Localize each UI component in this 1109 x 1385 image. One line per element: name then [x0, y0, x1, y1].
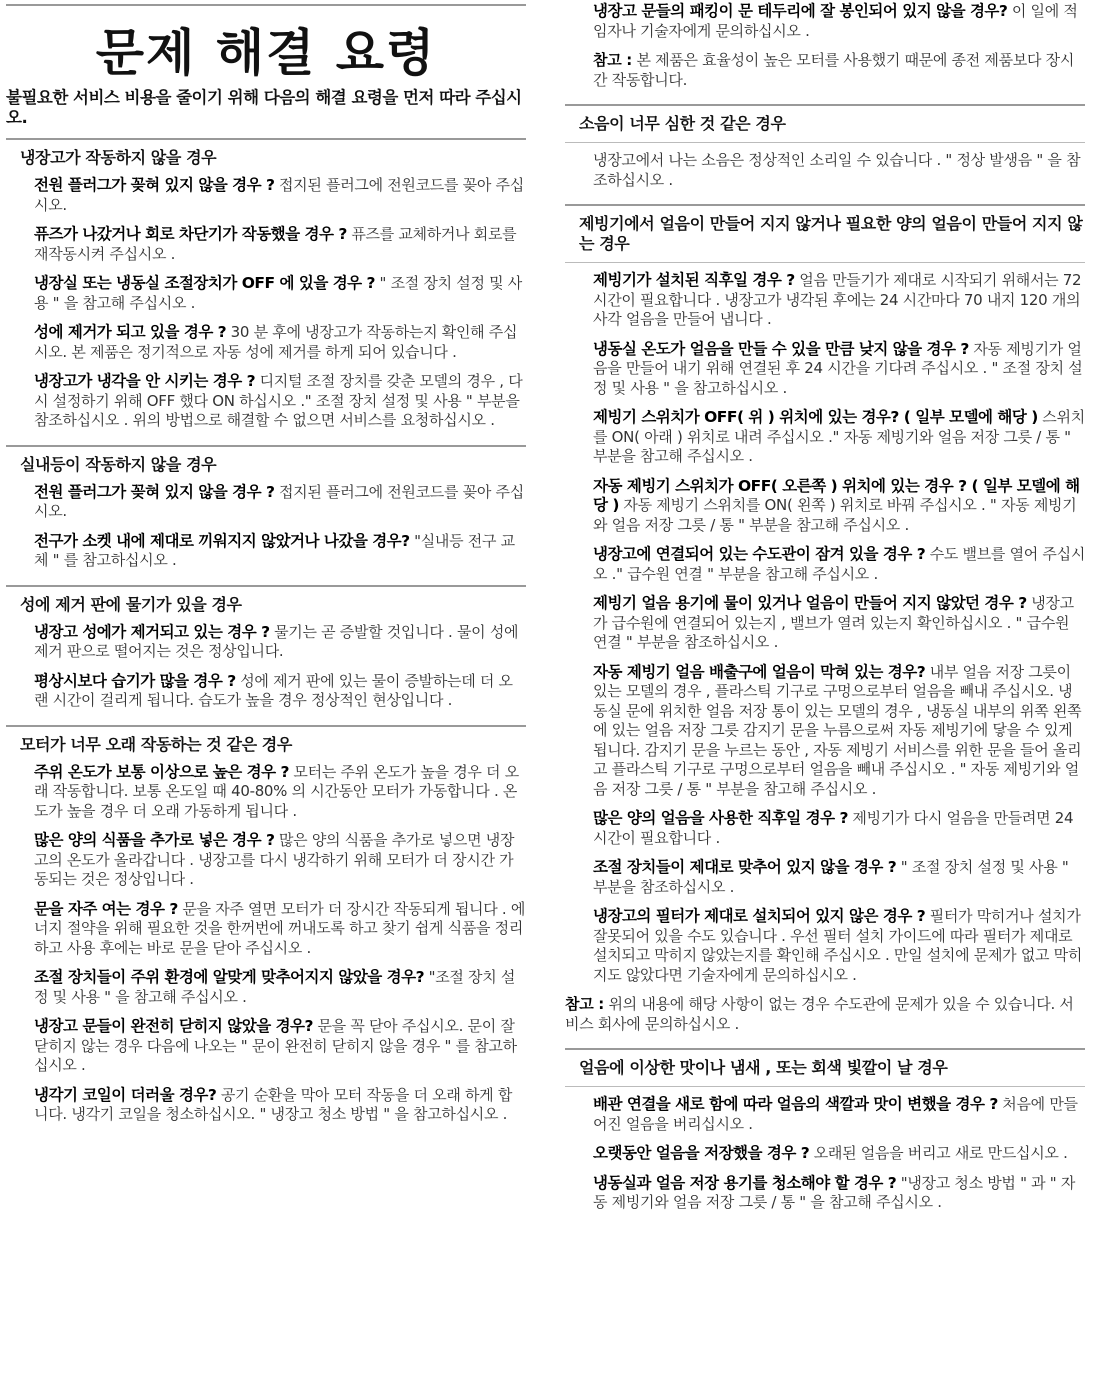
- section-ice-taste: [565, 1048, 1085, 1213]
- item-answer: 얼음 만들기가 제대로 시작되기 위해서는 72 시간이 필요합니다 . 냉장고가 냉각된 후에는 24 시간마다 70 내지 120 개의 사각 얼음을 만들어 냅니다 .: [593, 271, 1082, 328]
- item-answer: 성에 제거 판에 있는 물이 증발하는데 더 오랜 시간이 걸리게 됩니다. 습도가 높을 경우 정상적인 현상입니다 .: [34, 671, 513, 709]
- item-answer: 수도 밸브를 열어 주십시오 ." 급수원 연결 " 부분을 참고해 주십시오 .: [593, 545, 1086, 583]
- list-item: [593, 408, 1085, 467]
- list-item: [593, 1174, 1085, 1213]
- section-noise: [565, 104, 1085, 190]
- list-item: [34, 176, 526, 215]
- item-question: 냉장고 성에가 제거되고 있는 경우 ?: [34, 622, 270, 641]
- list-item: [593, 1144, 1085, 1164]
- intro-text: 불필요한 서비스 비용을 줄이기 위해 다음의 해결 요령을 먼저 따라 주십시오.: [6, 88, 522, 127]
- list-item: [34, 831, 526, 890]
- list-item: [34, 1086, 526, 1125]
- item-answer: 오래된 얼음을 버리고 새로 만드십시오 .: [809, 1144, 1068, 1162]
- item-answer: 자동 제빙기 스위치를 ON( 왼쪽 ) 위치로 바꿔 주십시오 . " 자동 제빙기와 얼음 저장 그릇 / 통 " 부분을 참고해 주십시오 .: [593, 496, 1077, 534]
- list-item: [593, 271, 1085, 330]
- item-question: 냉장고의 필터가 제대로 설치되어 있지 않은 경우 ?: [593, 907, 926, 925]
- item-answer: 이 일에 적임자나 기술자에게 문의하십시오 .: [593, 2, 1078, 40]
- list-item: [34, 763, 526, 822]
- item-question: 냉장고 문들의 패킹이 문 테두리에 잘 봉인되어 있지 않을 경우?: [593, 2, 1008, 20]
- left-column: [6, 0, 526, 1139]
- item-answer: 모터는 주위 온도가 높을 경우 더 오래 작동합니다. 보통 온도일 때 40-80% 의 시간동안 모터가 가동합니다 . 온도가 높을 경우 더 오래 가동하게 됩니다 .: [34, 762, 519, 820]
- item-answer: 디지털 조절 장치를 갖춘 모델의 경우 , 다시 설정하기 위해 OFF 했다 ON 하십시오 ." 조절 장치 설정 및 사용 " 부분을 참조하십시오 . 위의 방법으로 해결할 수 없으면 서비스를 요청하십시오 .: [34, 372, 523, 429]
- list-item: [34, 1017, 526, 1076]
- item-answer: 필터가 막히거나 설치가 잘못되어 있을 수도 있습니다 . 우선 필터 설치 가이드에 따라 필터가 제대로 설치되고 막히지 않았는지를 확인해 주십시오 . 만일 설치에 문제가 없고 막히지도 않았다면 기술자에게 문의하십시오 .: [593, 907, 1083, 984]
- divider: [565, 142, 1085, 143]
- item-question: 자동 제빙기 얼음 배출구에 얼음이 막혀 있는 경우?: [593, 662, 926, 681]
- list-item: [593, 594, 1085, 653]
- divider: [565, 262, 1085, 263]
- item-question: 퓨즈가 나갔거나 회로 차단기가 작동했을 경우 ?: [34, 225, 347, 243]
- list-item: [34, 372, 526, 431]
- section-light: [6, 445, 526, 571]
- section-icemaker: [565, 204, 1085, 1034]
- item-question: 냉각기 코일이 더러울 경우?: [34, 1085, 217, 1104]
- item-answer: 접지된 플러그에 전원코드를 꽂아 주십시오.: [34, 176, 524, 214]
- item-answer: 문을 자주 열면 모터가 더 장시간 작동되게 됩니다 . 에너지 절약을 위해 필요한 것을 한꺼번에 꺼내도록 하고 찾기 쉽게 식품을 정리하고 사용 후에는 바로 문을 닫아 주십시오 .: [34, 899, 526, 957]
- section-motor: [6, 725, 526, 1125]
- item-question: 성에 제거가 되고 있을 경우 ?: [34, 323, 227, 341]
- item-answer: "냉장고 청소 방법 " 과 " 자동 제빙기와 얼음 저장 그릇 / 통 " 을 참고해 주십시오 .: [593, 1173, 1076, 1211]
- note: [593, 51, 1085, 90]
- item-question: 배관 연결을 새로 함에 따라 얼음의 색깔과 맛이 변했을 경우 ?: [593, 1095, 998, 1113]
- item-question: 냉장실 또는 냉동실 조절장치가 OFF 에 있을 경우 ?: [34, 274, 376, 292]
- item-answer: 퓨즈를 교체하거나 회로를 재작동시켜 주십시오 .: [34, 225, 517, 263]
- item-answer: 제빙기가 다시 얼음을 만들려면 24 시간이 필요합니다 .: [593, 809, 1074, 847]
- list-item: [593, 858, 1085, 897]
- item-question: 전원 플러그가 꽂혀 있지 않을 경우 ?: [34, 482, 275, 501]
- list-item: [593, 2, 1085, 41]
- item-question: 제빙기 얼음 용기에 물이 있거나 얼음이 만들어 지지 않았던 경우 ?: [593, 594, 1027, 612]
- section-not-working: [6, 138, 526, 431]
- list-item: [593, 1095, 1085, 1134]
- list-item: [34, 323, 526, 362]
- item-answer: 많은 양의 식품을 추가로 넣으면 냉장고의 온도가 올라갑니다 . 냉장고를 다시 냉각하기 위해 모터가 더 장시간 가동되는 것은 정상입니다 .: [34, 831, 515, 888]
- section-heading: 소음이 너무 심한 것 같은 경우: [579, 114, 786, 133]
- item-question: 냉장고가 냉각을 안 시키는 경우 ?: [34, 372, 256, 390]
- item-answer: "조절 장치 설정 및 사용 " 을 참고해 주십시오 .: [34, 968, 516, 1006]
- item-answer: 공기 순환을 막아 모터 작동을 더 오래 하게 합니다. 냉각기 코일을 청소하십시오. " 냉장고 청소 방법 " 을 참고하십시오 .: [34, 1085, 513, 1123]
- item-answer: " 조절 장치 설정 및 사용 " 을 참고해 주십시오 .: [34, 274, 522, 312]
- item-answer: 문을 꼭 닫아 주십시오. 문이 잘 닫히지 않는 경우 다음에 나오는 " 문이 완전히 닫히지 않을 경우 " 를 참고하십시오 .: [34, 1017, 517, 1074]
- note: [565, 995, 1085, 1034]
- list-item: [593, 809, 1085, 848]
- list-item: [34, 225, 526, 264]
- note-label: 참고 :: [593, 51, 633, 69]
- list-item: [34, 968, 526, 1007]
- item-question: 냉동실 온도가 얼음을 만들 수 있을 만큼 낮지 않을 경우 ?: [593, 339, 969, 358]
- list-item: [34, 532, 526, 571]
- divider: [6, 4, 526, 6]
- item-question: 많은 양의 얼음을 사용한 직후일 경우 ?: [593, 809, 848, 827]
- section-heading: 성에 제거 판에 물기가 있을 경우: [20, 594, 242, 614]
- item-answer: 자동 제빙기가 얼음을 만들어 내기 위해 연결된 후 24 시간을 기다려 주십시오 . " 조절 장치 설정 및 사용 " 을 참고하십시오 .: [593, 339, 1083, 397]
- item-question: 전원 플러그가 꽂혀 있지 않을 경우 ?: [34, 176, 275, 194]
- item-question: 오랫동안 얼음을 저장했을 경우 ?: [593, 1144, 810, 1162]
- list-item: [593, 545, 1085, 584]
- item-answer: 내부 얼음 저장 그릇이 있는 모델의 경우 , 플라스틱 기구로 구멍으로부터 얼음을 빼내 주십시오. 냉동실 문에 위치한 얼음 저장 통이 있는 모델의 경우 , 냉동실 내부의 위쪽 왼쪽에 있는 얼음 저장 그릇 감지기 문을 누름으로써 자동 제빙기에 닿을 수 있게 됩니다. 감지기 문을 누르는 동안 , 자동 제빙기 서비스를 위한 문을 들어 올리고 플라스틱 기구로 구멍으로부터 얼음을 빼내 주십시오 . " 자동 제빙기와 얼음 저장 그릇 / 통 " 부분을 참고해 주십시오 .: [593, 662, 1082, 798]
- item-answer: "실내등 전구 교체 " 를 참고하십시오 .: [34, 531, 515, 569]
- item-question: 주위 온도가 보통 이상으로 높은 경우 ?: [34, 762, 289, 781]
- list-item: [593, 907, 1085, 985]
- item-question: 조절 장치들이 주위 환경에 알맞게 맞추어지지 않았을 경우?: [34, 968, 425, 986]
- list-item: [34, 274, 526, 313]
- item-question: 냉장고 문들이 완전히 닫히지 않았을 경우?: [34, 1017, 314, 1035]
- section-heading: 냉장고가 작동하지 않을 경우: [20, 148, 217, 167]
- list-item: [34, 623, 526, 662]
- list-item: [593, 477, 1085, 536]
- item-answer: 스위치를 ON( 아래 ) 위치로 내려 주십시오 ." 자동 제빙기와 얼음 저장 그릇 / 통 " 부분을 참고해 주십시오 .: [593, 408, 1085, 465]
- list-item: [593, 340, 1085, 399]
- item-answer: 30 분 후에 냉장고가 작동하는지 확인해 주십시오. 본 제품은 정기적으로 자동 성에 제거를 하게 되어 있습니다 .: [34, 323, 518, 361]
- item-question: 많은 양의 식품을 추가로 넣은 경우 ?: [34, 831, 275, 849]
- section-heading: 모터가 너무 오래 작동하는 것 같은 경우: [20, 734, 292, 754]
- item-question: 평상시보다 습기가 많을 경우 ?: [34, 671, 236, 690]
- page-title: 문제 해결 요령: [95, 23, 437, 82]
- item-question: 냉동실과 얼음 저장 용기를 청소해야 할 경우 ?: [593, 1173, 897, 1192]
- list-item: [34, 900, 526, 959]
- list-item: [34, 672, 526, 711]
- list-item: [593, 663, 1085, 800]
- item-question: 제빙기가 설치된 직후일 경우 ?: [593, 271, 795, 289]
- item-question: 문을 자주 여는 경우 ?: [34, 899, 178, 918]
- section-heading: 실내등이 작동하지 않을 경우: [20, 454, 217, 474]
- right-column: [565, 0, 1085, 1227]
- section-defrost: [6, 585, 526, 711]
- note-label: 참고 :: [565, 995, 605, 1013]
- item-answer: " 조절 장치 설정 및 사용 " 부분을 참조하십시오 .: [593, 858, 1069, 896]
- item-answer: 냉장고가 급수원에 연결되어 있는지 , 밸브가 열려 있는지 확인하십시오 . " 급수원 연결 " 부분을 참조하십시오 .: [593, 594, 1074, 651]
- item-question: 제빙기 스위치가 OFF( 위 ) 위치에 있는 경우? ( 일부 모델에 해당 ): [593, 408, 1038, 426]
- section-heading: 얼음에 이상한 맛이나 냄새 , 또는 회색 빛깔이 날 경우: [579, 1058, 948, 1077]
- list-item: 냉장고에서 나는 소음은 정상적인 소리일 수 있습니다 . " 정상 발생음 " 을 참조하십시오 .: [593, 151, 1081, 189]
- item-question: 냉장고에 연결되어 있는 수도관이 잠겨 있을 경우 ?: [593, 545, 926, 563]
- divider: [565, 1086, 1085, 1087]
- item-answer: 처음에 만들어진 얼음을 버리십시오 .: [593, 1095, 1078, 1133]
- item-answer: 물기는 곧 증발할 것입니다 . 물이 성에 제거 판으로 떨어지는 것은 정상입니다.: [34, 622, 519, 660]
- item-question: 자동 제빙기 스위치가 OFF( 오른쪽 ) 위치에 있는 경우 ? ( 일부 모델에 해당 ): [593, 476, 1080, 514]
- note-text: 본 제품은 효율성이 높은 모터를 사용했기 때문에 종전 제품보다 장시간 작동합니다.: [593, 51, 1075, 89]
- item-question: 전구가 소켓 내에 제대로 끼워지지 않았거나 나갔을 경우?: [34, 531, 410, 550]
- section-heading: 제빙기에서 얼음이 만들어 지지 않거나 필요한 양의 얼음이 만들어 지지 않는 경우: [579, 214, 1083, 253]
- note-text: 위의 내용에 해당 사항이 없는 경우 수도관에 문제가 있을 수 있습니다. 서비스 회사에 문의하십시오 .: [565, 995, 1074, 1033]
- list-item: [34, 483, 526, 522]
- item-question: 조절 장치들이 제대로 맞추어 있지 않을 경우 ?: [593, 858, 897, 876]
- item-answer: 접지된 플러그에 전원코드를 꽂아 주십시오.: [34, 482, 524, 520]
